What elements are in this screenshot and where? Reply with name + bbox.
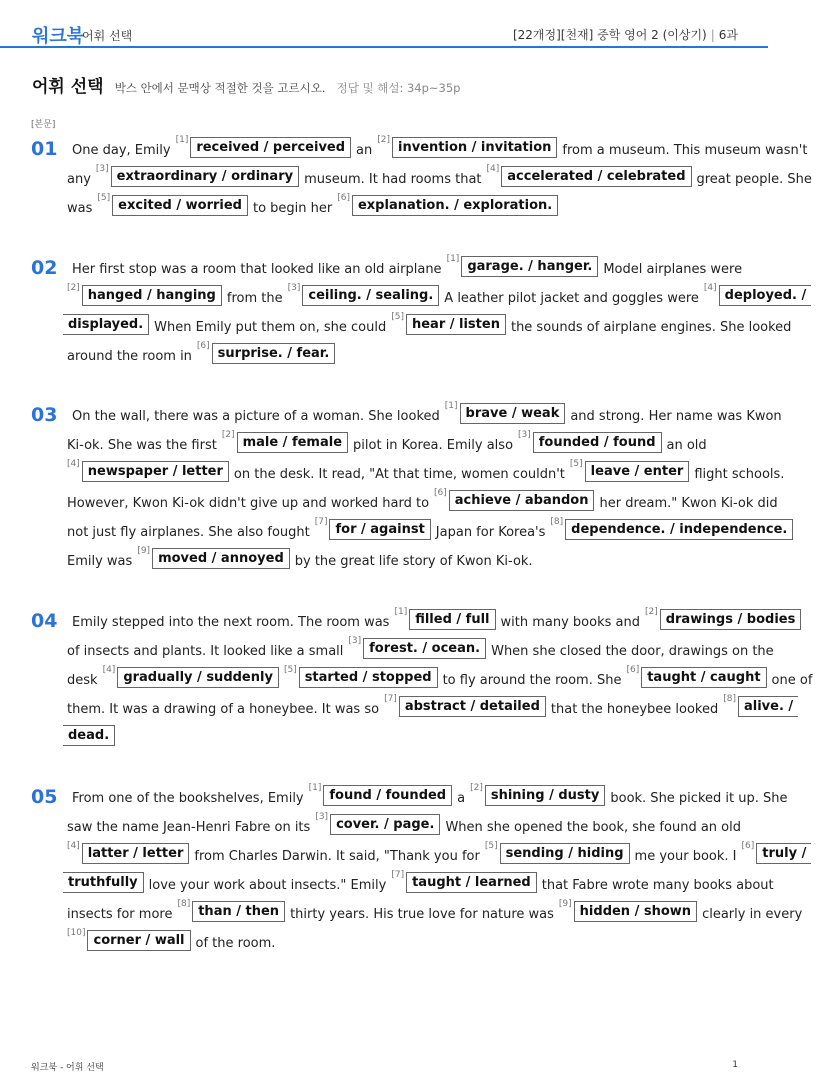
passage-line [63,869,779,893]
passage-line [67,458,789,482]
blank [63,725,115,746]
passage-text: around the room in [67,349,192,364]
choice-box[interactable]: truthfully [63,872,144,893]
blank-number: [8] [723,694,736,704]
passage-line [63,311,796,335]
blank-number: [2] [644,607,658,617]
passage-text: Her first stop was a room that looked like an old airplane [72,262,442,277]
section-number: 04 [31,610,58,632]
passage-text: any [67,172,91,187]
choice-box[interactable]: moved / annoyed [152,548,290,569]
passage-text: an [356,143,373,158]
passage-text: her dream." Kwon Ki-ok did [599,496,778,511]
blank [742,843,812,864]
course-name: [22개정][천재] 중학 영어 2 (이상기) [512,28,707,42]
passage-text: love your work about insects." Emily [148,878,387,893]
blank [570,461,689,482]
passage-text: a [457,791,466,806]
blank-number: [8] [550,517,564,527]
passage-text: from a museum. This museum wasn't [562,143,808,158]
blank-number: [1] [308,783,322,793]
blank-number: [4] [703,283,717,293]
passage-line [72,134,812,158]
choice-box[interactable]: invention / invitation [392,137,557,158]
choice-box[interactable]: found / founded [323,785,452,806]
choice-box[interactable]: cover. / page. [330,814,440,835]
passage-text: one of [771,673,813,688]
choice-box[interactable]: displayed. [63,314,149,335]
choice-box[interactable]: hear / listen [406,314,506,335]
blank [550,519,793,540]
choice-box[interactable]: taught / caught [641,667,766,688]
blank [176,137,351,158]
blank [348,638,486,659]
blank [518,432,661,453]
passage-line [67,840,816,864]
blank-number: [5] [283,665,297,675]
passage-line [72,782,792,806]
blank [97,195,248,216]
blank [284,667,438,688]
body-tag: [본문] [31,120,56,130]
blank [288,285,440,306]
blank [391,872,536,893]
passage-text: Japan for Korea's [435,525,546,540]
passage-text: On the wall, there was a picture of a woman. She looked [72,409,440,424]
blank-number: [3] [287,283,301,293]
passage-text: with many books and [500,615,640,630]
choice-box[interactable]: alive. / [738,696,798,717]
passage-text: of the room. [195,936,276,951]
passage-text: from Charles Darwin. It said, "Thank you for [194,849,480,864]
blank [723,696,798,717]
blank [67,930,191,951]
passage-text: thirty years. His true love for nature was [290,907,554,922]
passage-line [67,545,538,569]
blank-number: [3] [348,636,362,646]
choice-box[interactable]: deployed. / [719,285,812,306]
choice-box[interactable]: abstract / detailed [399,696,546,717]
blank-number: [4] [486,164,500,174]
choice-box[interactable]: dead. [63,725,115,746]
blank-number: [4] [67,841,80,851]
choice-box[interactable]: shining / dusty [485,785,606,806]
choice-box[interactable]: dependence. / independence. [565,519,793,540]
blank-number: [7] [314,517,328,527]
answer-reference: 정답 및 해설: 34p~35p [336,81,461,95]
choice-box[interactable]: brave / weak [460,403,566,424]
passage-line [72,253,747,277]
choice-box[interactable]: garage. / hanger. [461,256,598,277]
passage-text: on the desk. It read, "At that time, women couldn't [233,467,565,482]
blank [626,667,766,688]
blank [197,343,335,364]
footer-label: 워크북 - 어휘 선택 [31,1063,104,1073]
blank [487,166,692,187]
passage-line [63,722,120,746]
choice-box[interactable]: latter / letter [82,843,190,864]
blank-number: [1] [394,607,408,617]
blank-number: [5] [97,193,111,203]
blank [63,872,144,893]
title-row [32,72,460,97]
blank [67,285,222,306]
blank-number: [6] [741,841,755,851]
instruction-text: 박스 안에서 문맥상 적절한 것을 고르시오. [114,81,326,95]
passage-line [67,282,816,306]
choice-box[interactable]: male / female [237,432,348,453]
passage-text: was [67,201,93,216]
choice-box[interactable]: forest. / ocean. [363,638,486,659]
passage-line [67,516,798,540]
passage-text: However, Kwon Ki-ok didn't give up and worked hard to [67,496,430,511]
blank [222,432,348,453]
blank-number: [2] [377,135,391,145]
section-number: 05 [31,786,58,808]
choice-box[interactable]: drawings / bodies [660,609,802,630]
blank-number: [3] [315,812,329,822]
passage-text: that the honeybee looked [550,702,719,717]
choice-box[interactable]: accelerated / celebrated [501,166,691,187]
passage-text: When she closed the door, drawings on the [491,644,774,659]
passage-line [67,163,817,187]
choice-box[interactable]: hidden / shown [574,901,697,922]
choice-box[interactable]: achieve / abandon [449,490,595,511]
blank-number: [1] [446,254,460,264]
passage-text: from the [226,291,283,306]
passage-line [67,927,280,951]
passage-line [67,898,807,922]
passage-line [67,635,779,659]
blank-number: [4] [67,459,80,469]
blank-number: [9] [137,546,151,556]
blank [315,814,440,835]
brand-title: 워크북 [32,26,85,47]
choice-box[interactable]: ceiling. / sealing. [302,285,439,306]
blank [103,667,279,688]
blank-number: [6] [196,341,210,351]
page-title: 어휘 선택 [32,77,104,97]
section-number: 03 [31,404,58,426]
blank [315,519,431,540]
blank-number: [5] [484,841,498,851]
choice-box[interactable]: for / against [329,519,430,540]
passage-text: of insects and plants. It looked like a small [67,644,344,659]
passage-text: museum. It had rooms that [304,172,482,187]
blank-number: [3] [95,164,109,174]
passage-text: to fly around the room. She [442,673,622,688]
top-bar [0,0,768,48]
blank [485,843,630,864]
passage-text: One day, Emily [72,143,171,158]
blank [434,490,594,511]
passage-text: When she opened the book, she found an old [445,820,741,835]
choice-box[interactable]: started / stopped [299,667,438,688]
choice-box[interactable]: truly / [756,843,811,864]
passage-text: desk [67,673,98,688]
blank [445,403,566,424]
passage-text: clearly in every [702,907,803,922]
page-number: 1 [732,1060,738,1070]
blank-number: [9] [558,899,572,909]
passage-line [67,664,817,688]
blank [704,285,811,306]
passage-text: When Emily put them on, she could [154,320,387,335]
blank-number: [6] [434,488,447,498]
passage-line [72,606,806,630]
passage-text: the sounds of airplane engines. She looked [510,320,792,335]
passage-text: From one of the bookshelves, Emily [72,791,304,806]
passage-text: to begin her [252,201,333,216]
passage-text: not just fly airplanes. She also fought [67,525,310,540]
passage-text: them. It was a drawing of a honeybee. It was so [67,702,380,717]
passage-text: Model airplanes were [603,262,743,277]
choice-box[interactable]: than / then [192,901,285,922]
choice-box[interactable]: newspaper / letter [82,461,229,482]
passage-text: and strong. Her name was Kwon [570,409,782,424]
passage-text: by the great life story of Kwon Ki-ok. [294,554,533,569]
course-info [513,26,738,43]
choice-box[interactable]: explanation. / exploration. [352,195,558,216]
separator: | [710,28,715,42]
blank [137,548,289,569]
choice-box[interactable]: sending / hiding [500,843,630,864]
passage-line [67,693,803,717]
passage-text: an old [666,438,707,453]
choice-box[interactable]: corner / wall [87,930,190,951]
passage-text: Ki-ok. She was the first [67,438,217,453]
passage-text: Emily was [67,554,133,569]
choice-box[interactable]: filled / full [409,609,495,630]
blank-number: [3] [518,430,531,440]
blank [559,901,697,922]
blank [470,785,605,806]
blank [309,785,452,806]
choice-box[interactable]: surprise. / fear. [212,343,336,364]
blank [67,843,189,864]
passage-line [67,811,746,835]
passage-text: insects for more [67,907,173,922]
passage-line [72,400,787,424]
blank-number: [2] [221,430,235,440]
brand-subtitle: 어휘 선택 [82,29,133,43]
lesson-label: 6과 [718,28,738,42]
blank-number: [7] [391,870,405,880]
choice-box[interactable]: founded / found [533,432,662,453]
passage-text: book. She picked it up. She [610,791,788,806]
blank-number: [1] [444,401,458,411]
blank [377,137,557,158]
passage-text: A leather pilot jacket and goggles were [444,291,699,306]
choice-box[interactable]: gradually / suddenly [117,667,279,688]
section-number: 02 [31,257,58,279]
passage-text: Emily stepped into the next room. The room was [72,615,390,630]
blank [391,314,506,335]
choice-box[interactable]: received / perceived [190,137,351,158]
passage-line [67,340,340,364]
passage-text: flight schools. [694,467,785,482]
section-number: 01 [31,138,58,160]
blank-number: [8] [177,899,191,909]
passage-text: saw the name Jean-Henri Fabre on its [67,820,311,835]
passage-line [67,487,783,511]
blank [337,195,558,216]
passage-line [67,429,712,453]
blank-number: [4] [102,665,116,675]
blank-number: [10] [67,928,86,938]
choice-box[interactable]: excited / worried [112,195,248,216]
blank [447,256,599,277]
choice-box[interactable]: extraordinary / ordinary [111,166,299,187]
blank [177,901,285,922]
blank-number: [7] [384,694,397,704]
blank-number: [5] [569,459,583,469]
blank [63,314,149,335]
blank [394,609,495,630]
choice-box[interactable]: hanged / hanging [82,285,222,306]
blank [384,696,546,717]
passage-line [67,192,563,216]
blank-number: [2] [67,283,80,293]
blank-number: [2] [470,783,483,793]
blank-number: [1] [175,135,189,145]
blank [645,609,801,630]
blank-number: [5] [391,312,404,322]
blank-number: [6] [626,665,640,675]
choice-box[interactable]: leave / enter [585,461,690,482]
passage-text: great people. She [696,172,812,187]
blank-number: [6] [337,193,350,203]
passage-text: me your book. I [634,849,737,864]
passage-text: that Fabre wrote many books about [541,878,774,893]
choice-box[interactable]: taught / learned [406,872,537,893]
passage-text: pilot in Korea. Emily also [353,438,514,453]
blank [67,461,229,482]
blank [96,166,299,187]
